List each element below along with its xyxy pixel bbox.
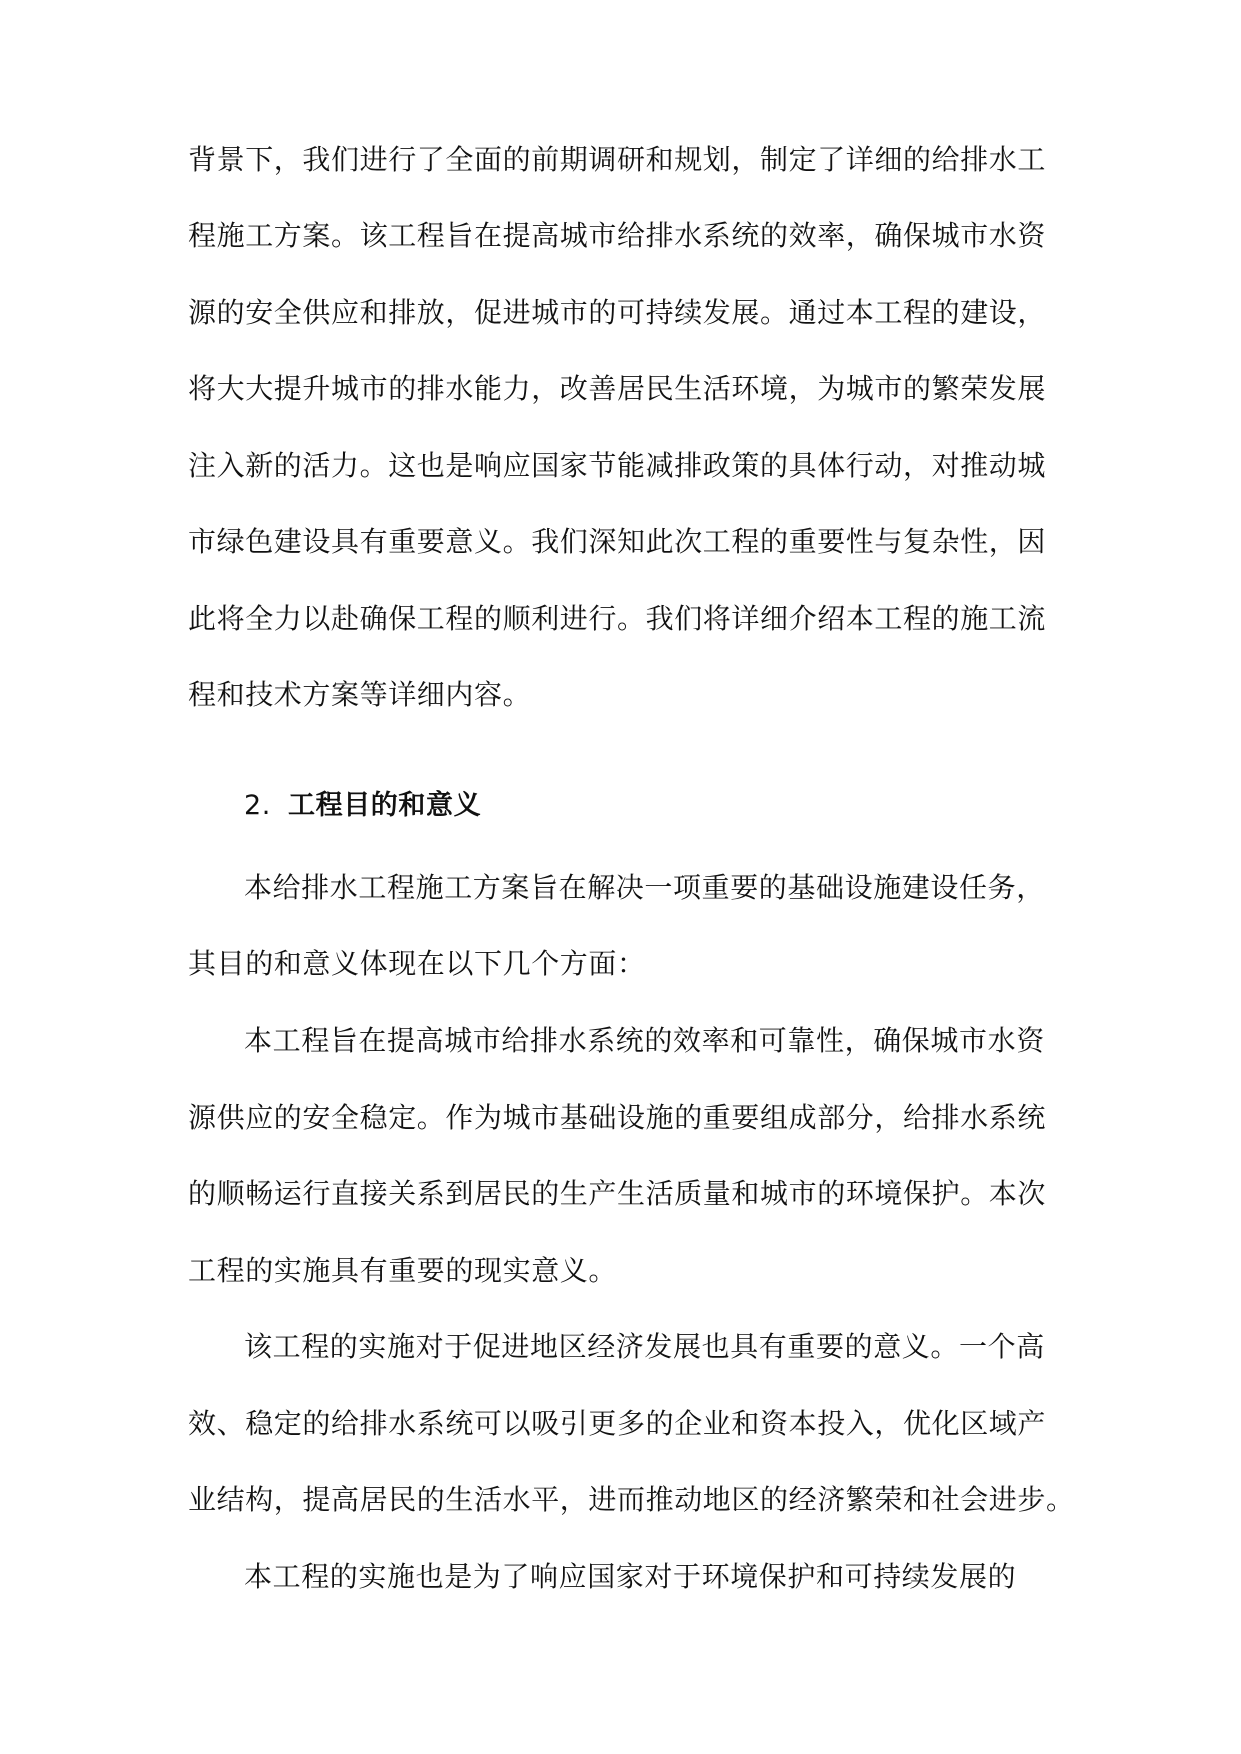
paragraph-1-line-7: 此将全力以赴确保工程的顺利进行。我们将详细介绍本工程的施工流 (188, 602, 1047, 635)
section-paragraph-2-line-3: 的顺畅运行直接关系到居民的生产生活质量和城市的环境保护。本次 (188, 1177, 1047, 1210)
paragraph-1-line-6: 市绿色建设具有重要意义。我们深知此次工程的重要性与复杂性，因 (188, 525, 1047, 558)
paragraph-1-line-1: 背景下，我们进行了全面的前期调研和规划，制定了详细的给排水工 (188, 143, 1047, 176)
section-heading-title: 工程目的和意义 (288, 790, 482, 821)
paragraph-1-line-8: 程和技术方案等详细内容。 (188, 678, 532, 711)
paragraph-1-line-2: 程施工方案。该工程旨在提高城市给排水系统的效率，确保城市水资 (188, 219, 1047, 252)
paragraph-1-line-5: 注入新的活力。这也是响应国家节能减排政策的具体行动，对推动城 (188, 449, 1047, 482)
section-paragraph-3-line-3: 业结构，提高居民的生活水平，进而推动地区的经济繁荣和社会进步。 (188, 1483, 1075, 1516)
section-paragraph-3-line-1: 该工程的实施对于促进地区经济发展也具有重要的意义。一个高 (244, 1330, 1045, 1363)
paragraph-1-line-4: 将大大提升城市的排水能力，改善居民生活环境，为城市的繁荣发展 (188, 372, 1047, 405)
section-heading (244, 788, 481, 824)
section-paragraph-1-line-2: 其目的和意义体现在以下几个方面： (188, 947, 646, 980)
paragraph-1-line-3: 源的安全供应和排放，促进城市的可持续发展。通过本工程的建设， (188, 296, 1047, 329)
section-heading-number: 2. (244, 790, 271, 821)
section-paragraph-3-line-2: 效、稳定的给排水系统可以吸引更多的企业和资本投入，优化区域产 (188, 1407, 1047, 1440)
section-paragraph-2-line-4: 工程的实施具有重要的现实意义。 (188, 1254, 618, 1287)
section-paragraph-4-line-1: 本工程的实施也是为了响应国家对于环境保护和可持续发展的 (244, 1560, 1017, 1593)
section-paragraph-1-line-1: 本给排水工程施工方案旨在解决一项重要的基础设施建设任务， (244, 871, 1045, 904)
section-paragraph-2-line-2: 源供应的安全稳定。作为城市基础设施的重要组成部分，给排水系统 (188, 1101, 1047, 1134)
section-paragraph-2-line-1: 本工程旨在提高城市给排水系统的效率和可靠性，确保城市水资 (244, 1024, 1045, 1057)
